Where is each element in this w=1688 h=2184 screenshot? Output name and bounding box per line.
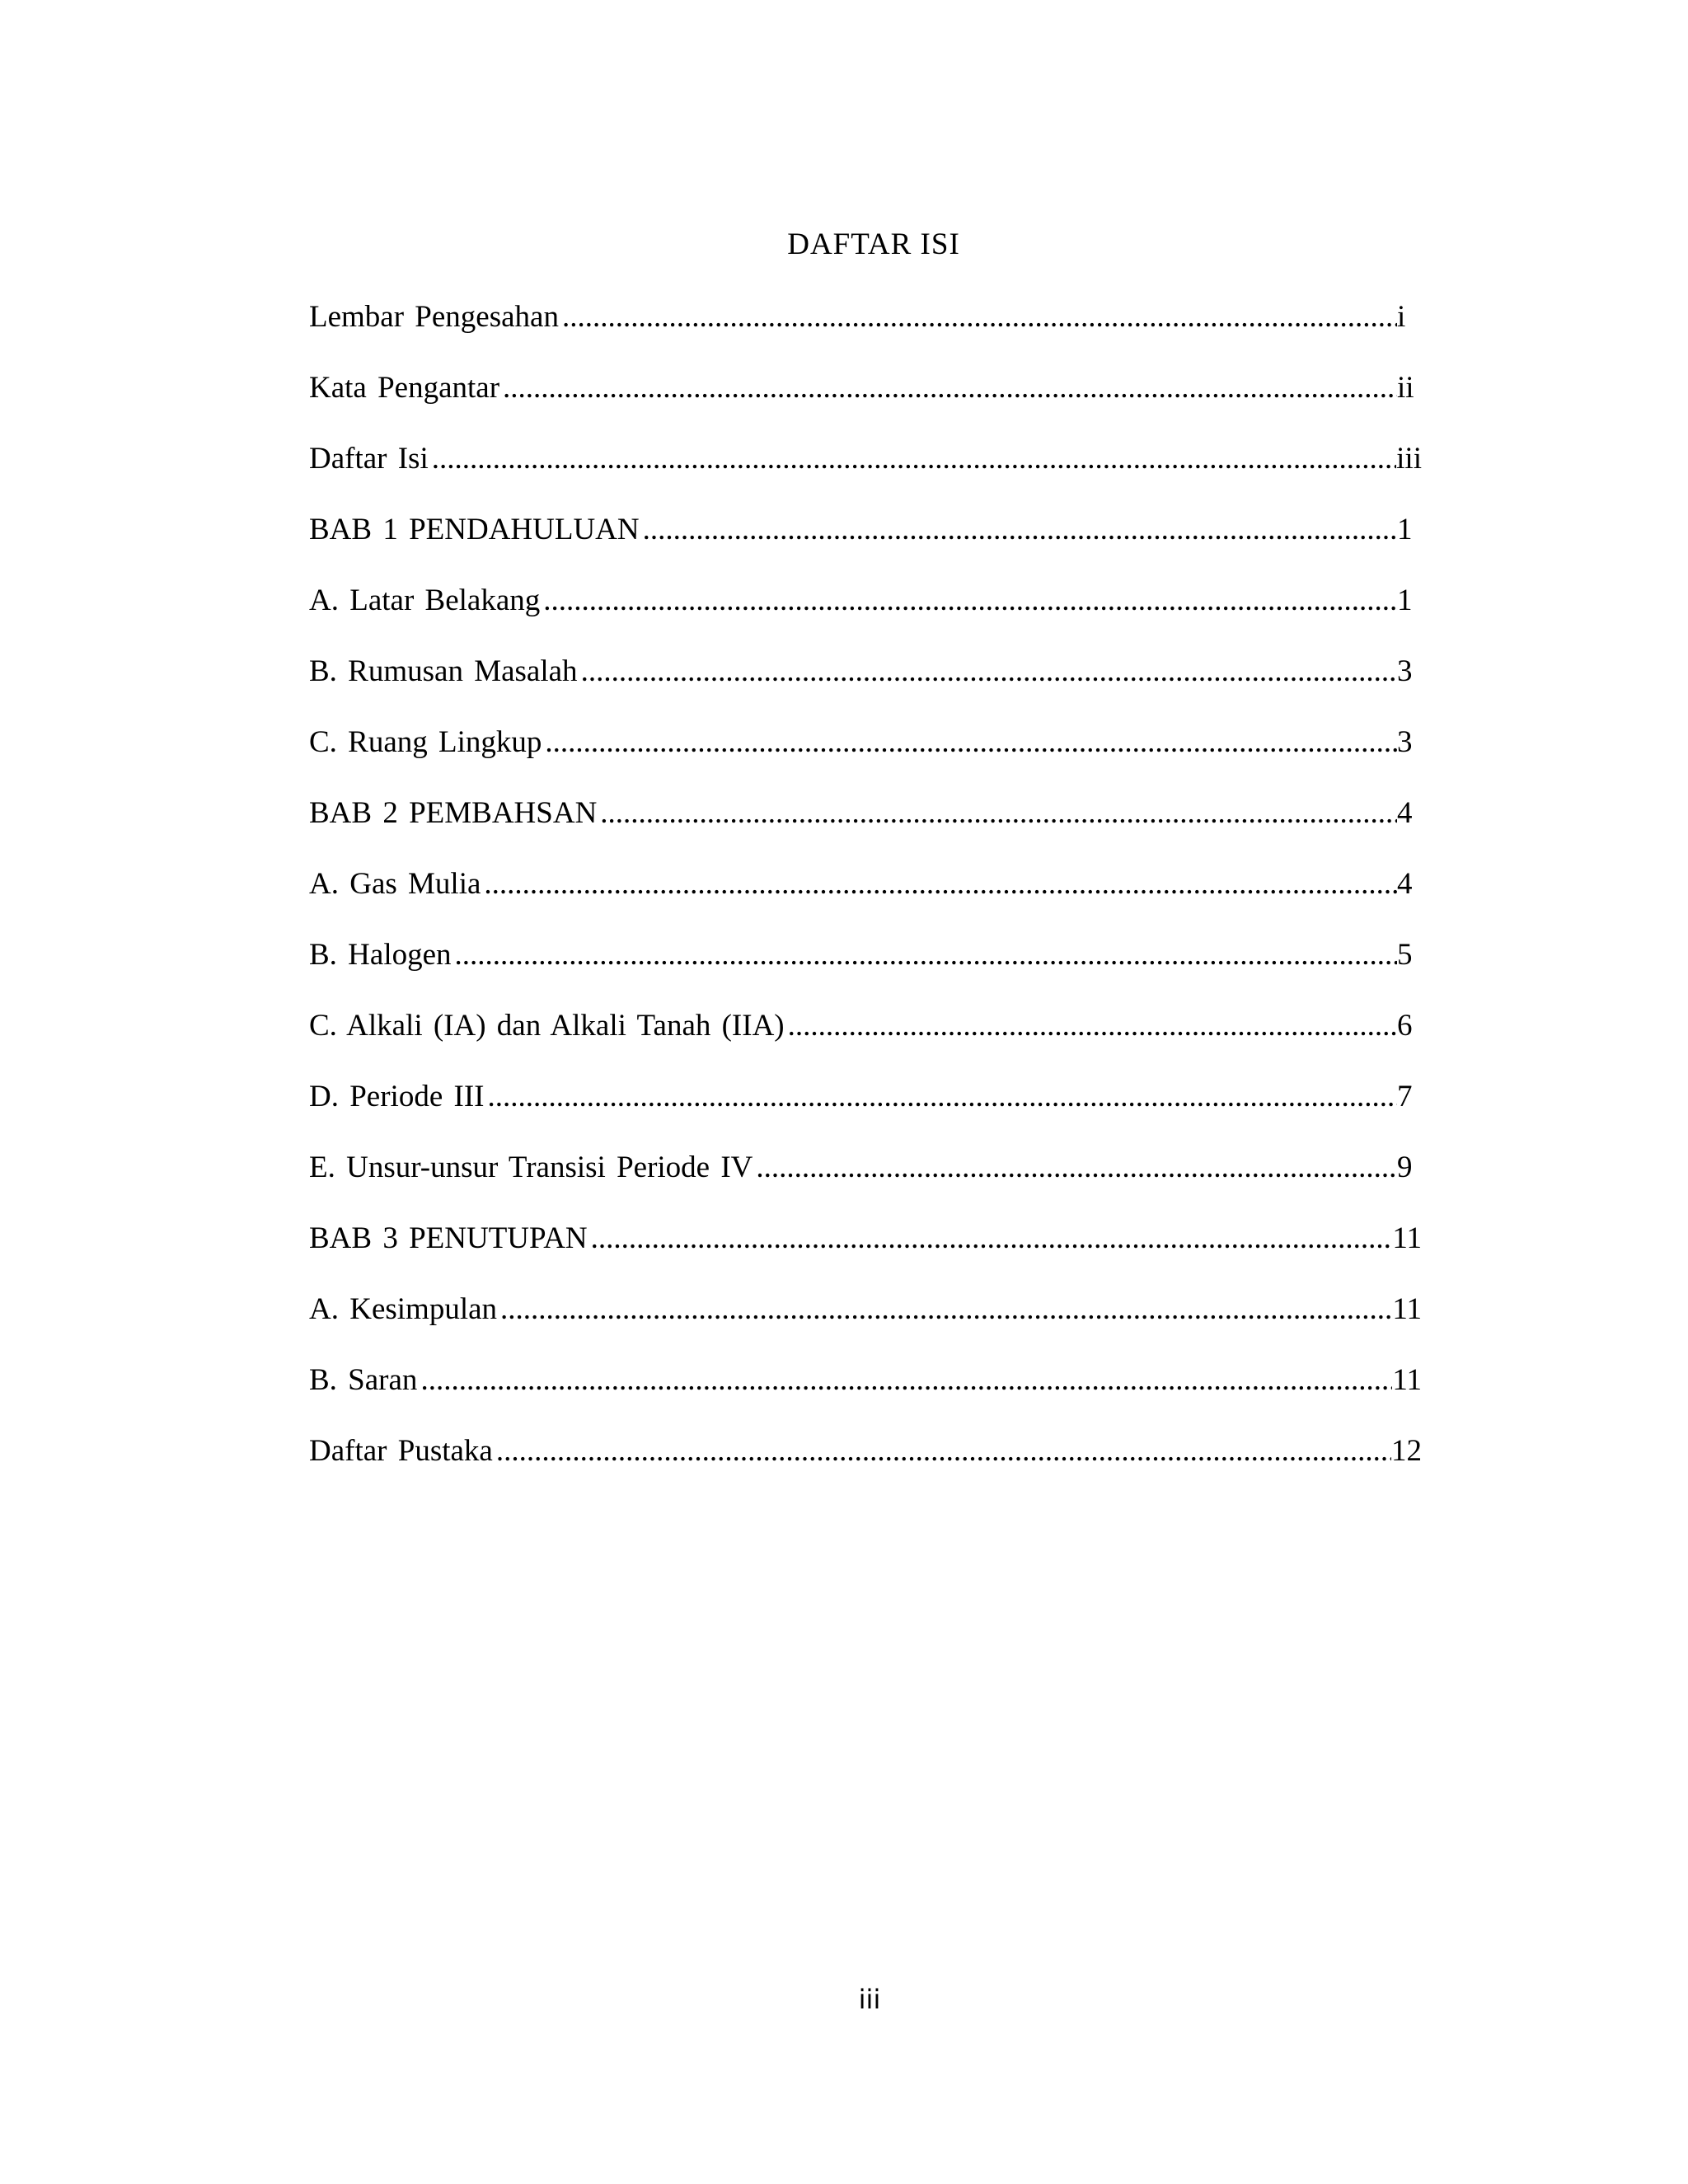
toc-entry-label: Daftar Isi — [309, 443, 429, 476]
toc-entry-unsur-transisi — [309, 1152, 1422, 1223]
toc-entry-page: 6 — [1397, 1010, 1413, 1043]
toc-entry-page: 9 — [1397, 1152, 1413, 1184]
toc-leader-dots — [600, 798, 1397, 828]
toc-leader-dots — [455, 940, 1397, 970]
toc-entry-page: 3 — [1397, 656, 1413, 688]
toc-entry-bab-1 — [309, 514, 1422, 585]
toc-entry-latar-belakang — [309, 585, 1422, 656]
toc-entry-kata-pengantar — [309, 373, 1422, 443]
toc-leader-dots — [500, 1294, 1392, 1324]
toc-entry-page: 11 — [1392, 1223, 1422, 1255]
toc-leader-dots — [643, 514, 1397, 545]
toc-leader-dots — [487, 1081, 1397, 1112]
toc-leader-dots — [432, 443, 1396, 474]
toc-leader-dots — [496, 1436, 1391, 1466]
toc-entry-label: C. Alkali (IA) dan Alkali Tanah (IIA) — [309, 1010, 785, 1043]
toc-entry-halogen — [309, 940, 1422, 1010]
toc-entry-page: 4 — [1397, 869, 1413, 901]
toc-entry-label: B. Rumusan Masalah — [309, 656, 578, 688]
toc-entry-rumusan-masalah — [309, 656, 1422, 727]
toc-entry-label: A. Gas Mulia — [309, 869, 481, 901]
toc-leader-dots — [562, 302, 1397, 332]
toc-leader-dots — [788, 1010, 1397, 1041]
toc-entry-page: i — [1397, 302, 1406, 334]
toc-entry-ruang-lingkup — [309, 727, 1422, 798]
toc-leader-dots — [591, 1223, 1393, 1254]
toc-entry-daftar-isi — [309, 443, 1422, 514]
toc-leader-dots — [543, 585, 1397, 616]
toc-leader-dots — [484, 869, 1397, 899]
toc-entry-page: 11 — [1392, 1365, 1422, 1397]
toc-entry-page: 3 — [1397, 727, 1413, 759]
toc-entry-label: Daftar Pustaka — [309, 1436, 493, 1468]
toc-entry-bab-3 — [309, 1223, 1422, 1294]
toc-entry-label: D. Periode III — [309, 1081, 485, 1113]
page-title: DAFTAR ISI — [787, 227, 960, 261]
toc-entry-saran — [309, 1365, 1422, 1436]
toc-entry-page: 1 — [1397, 514, 1413, 546]
toc-entry-label: Kata Pengantar — [309, 373, 500, 405]
toc-entry-label: A. Latar Belakang — [309, 585, 541, 617]
toc-entry-lembar-pengesahan — [309, 302, 1422, 373]
toc-entry-page: 5 — [1397, 940, 1413, 972]
toc-entry-label: Lembar Pengesahan — [309, 302, 559, 334]
toc-entry-label: B. Saran — [309, 1365, 418, 1397]
toc-entry-label: A. Kesimpulan — [309, 1294, 498, 1326]
toc-entry-page: 11 — [1392, 1294, 1422, 1326]
toc-entry-page: 7 — [1397, 1081, 1413, 1113]
toc-entry-label: B. Halogen — [309, 940, 452, 972]
toc-entry-page: ii — [1397, 373, 1414, 405]
toc-entry-kesimpulan — [309, 1294, 1422, 1365]
toc-entry-alkali — [309, 1010, 1422, 1081]
toc-entry-label: E. Unsur-unsur Transisi Periode IV — [309, 1152, 753, 1184]
toc-entry-bab-2 — [309, 798, 1422, 869]
toc-entry-gas-mulia — [309, 869, 1422, 940]
toc-entry-page: 1 — [1397, 585, 1413, 617]
toc-entry-periode-iii — [309, 1081, 1422, 1152]
toc-entry-label: C. Ruang Lingkup — [309, 727, 542, 759]
toc-entry-label: BAB 3 PENUTUPAN — [309, 1223, 588, 1255]
toc-entry-daftar-pustaka — [309, 1436, 1422, 1507]
toc-leader-dots — [545, 727, 1397, 757]
toc-entry-label: BAB 1 PENDAHULUAN — [309, 514, 640, 546]
toc-leader-dots — [503, 373, 1397, 403]
table-of-contents — [309, 302, 1422, 1507]
toc-entry-page: 4 — [1397, 798, 1413, 830]
toc-entry-page: 12 — [1391, 1436, 1422, 1468]
toc-leader-dots — [756, 1152, 1397, 1183]
toc-leader-dots — [581, 656, 1397, 687]
toc-leader-dots — [420, 1365, 1392, 1395]
toc-entry-label: BAB 2 PEMBAHSAN — [309, 798, 598, 830]
page-number: iii — [858, 1984, 881, 2015]
toc-entry-page: iii — [1396, 443, 1422, 476]
